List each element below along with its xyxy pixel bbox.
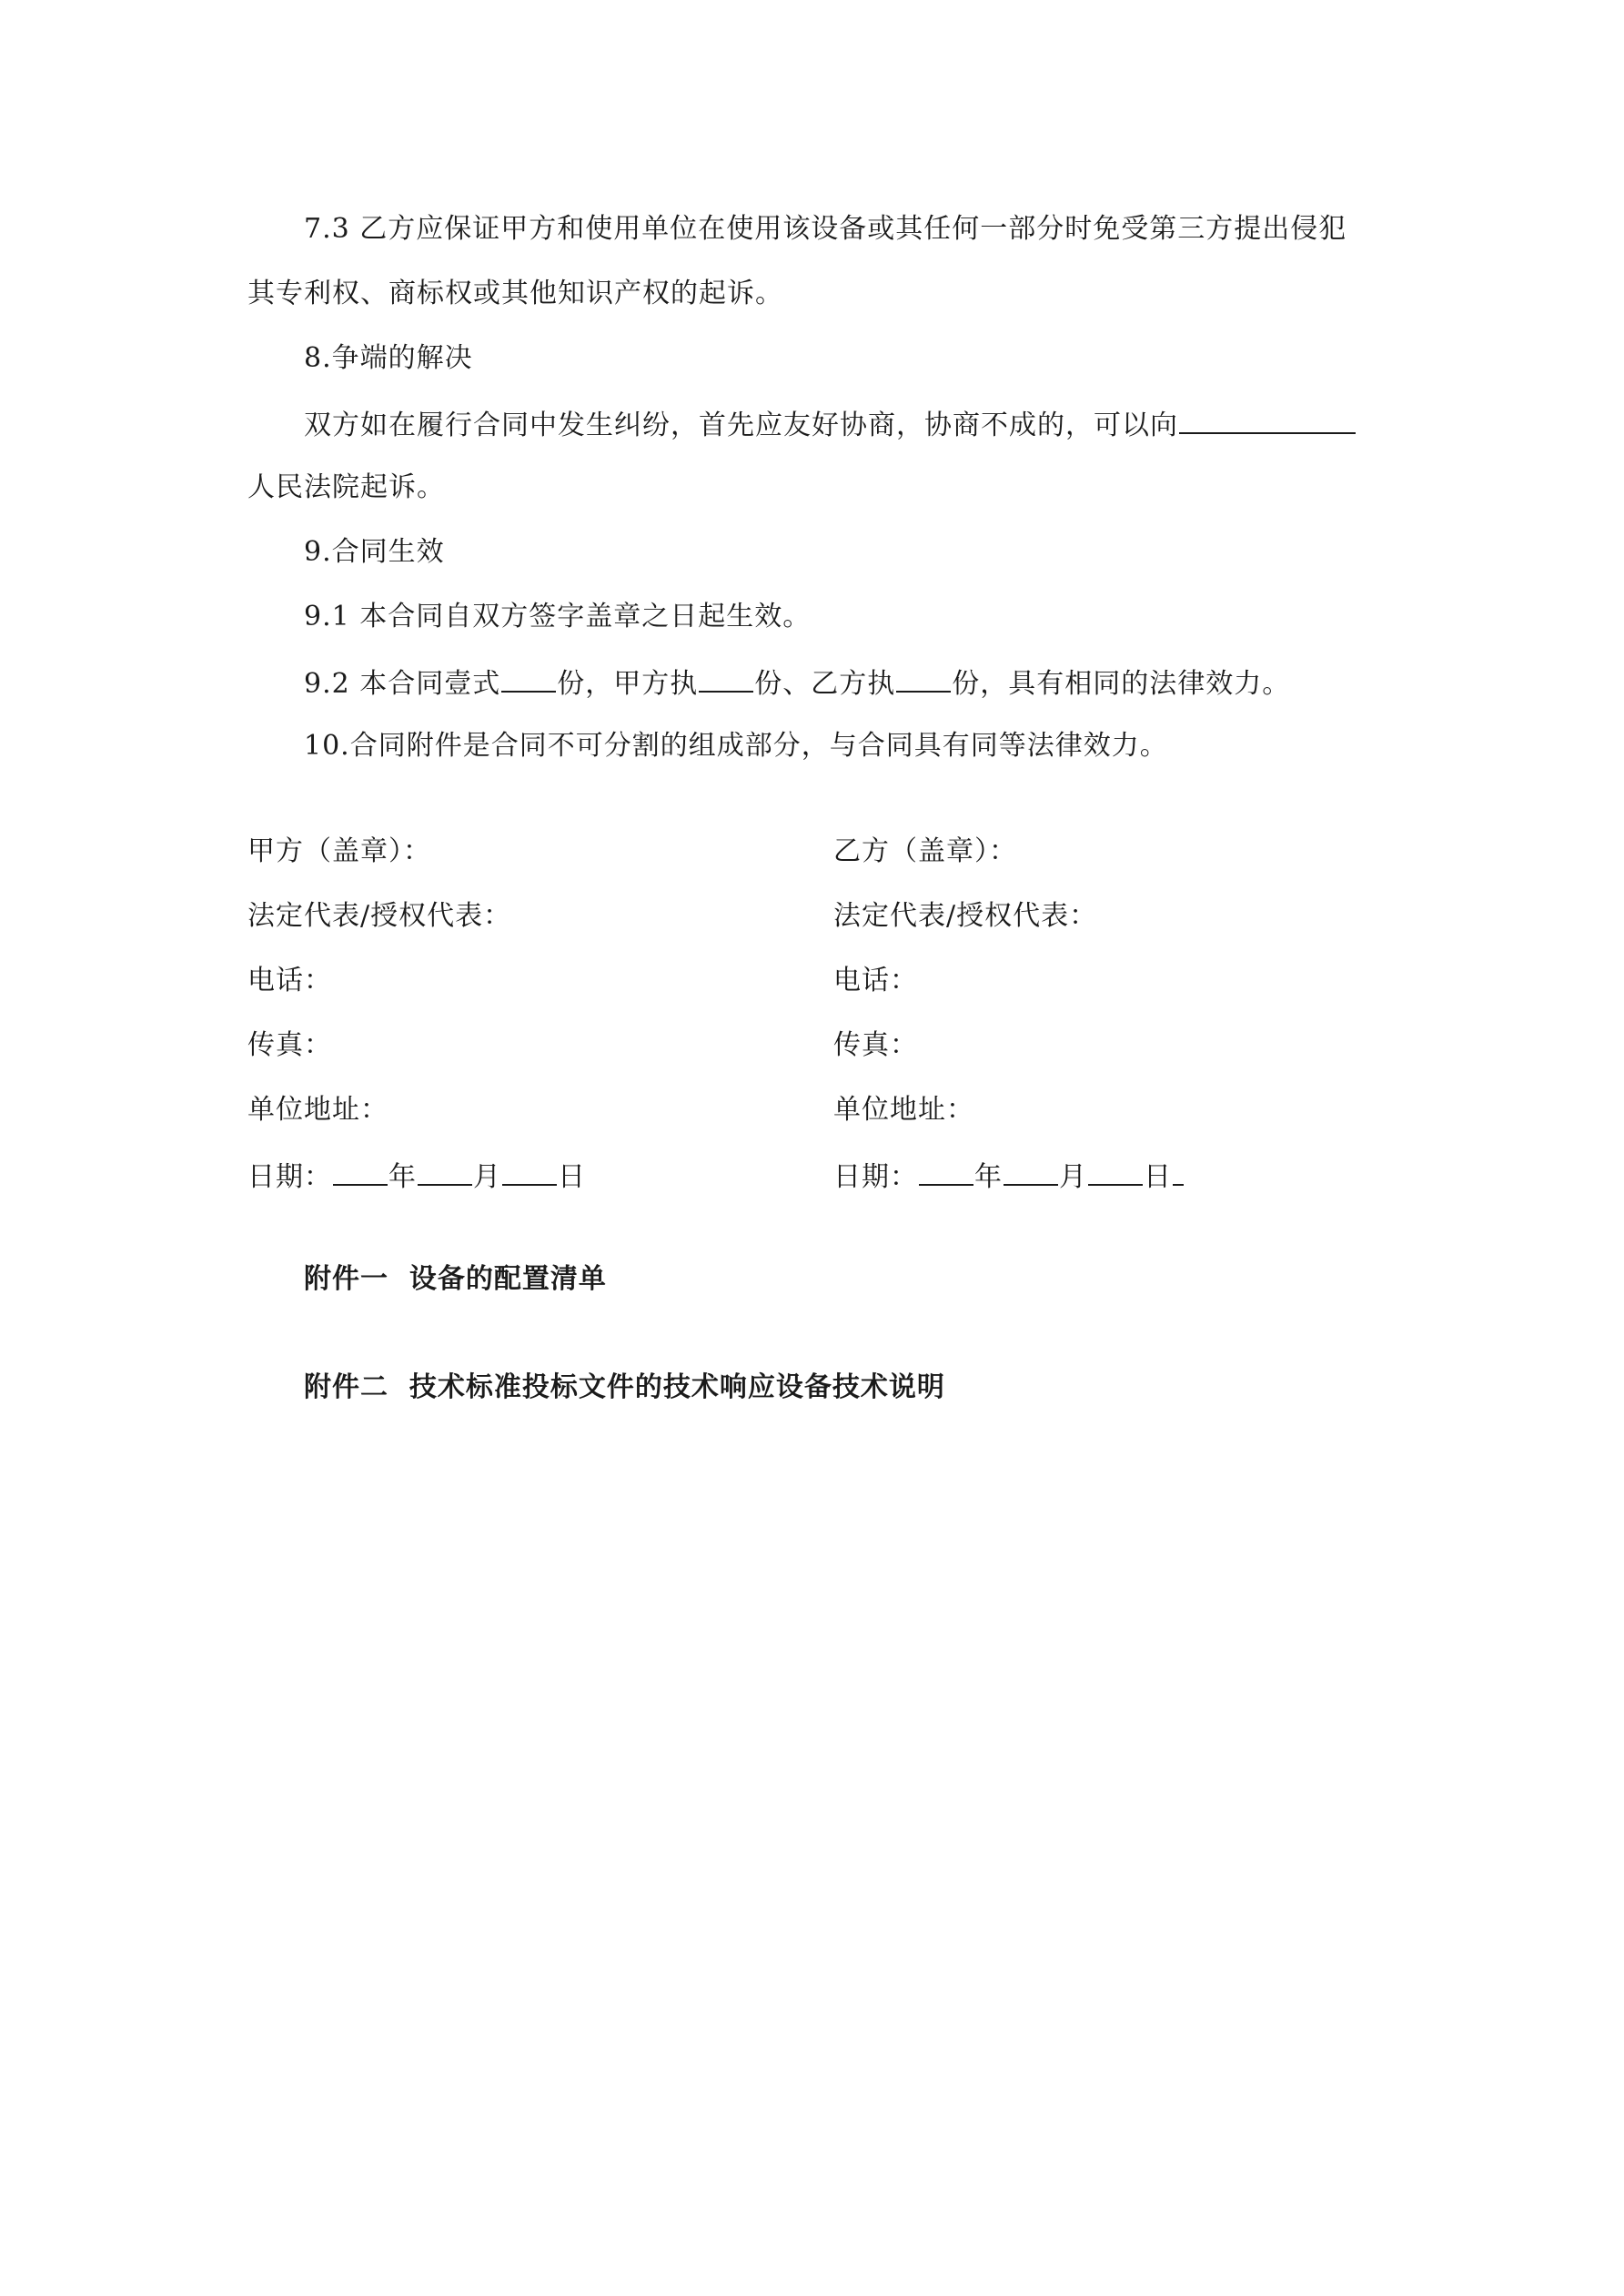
party-b-month-blank (1004, 1157, 1058, 1186)
party-a-day-blank (502, 1157, 557, 1186)
party-b-date (833, 1157, 1185, 1196)
attachment-2: 附件二 技术标准投标文件的技术响应设备技术说明 (304, 1371, 945, 1403)
clause-9-1: 9.1 本合同自双方签字盖章之日起生效。 (304, 601, 812, 632)
party-b-year: 年 (974, 1161, 1003, 1193)
party-a-month-blank (418, 1157, 472, 1186)
clause-8-title: 8.争端的解决 (304, 342, 473, 374)
clause-8-line-1 (304, 405, 1357, 444)
clause-9-2-part-d: 份，具有相同的法律效力。 (952, 668, 1291, 700)
clause-7-3-line-1: 7.3 乙方应保证甲方和使用单位在使用该设备或其任何一部分时免受第三方提出侵犯 (304, 213, 1347, 245)
party-a-month: 月 (473, 1161, 501, 1193)
clause-9-2-part-c: 份、乙方执 (754, 668, 896, 700)
attachment-1: 附件一 设备的配置清单 (304, 1263, 607, 1295)
party-a-date (247, 1157, 586, 1196)
party-a-year: 年 (388, 1161, 417, 1193)
party-b-trailing-blank (1173, 1157, 1184, 1186)
party-b-fax: 传真： (833, 1029, 918, 1061)
party-a-date-label: 日期： (247, 1161, 332, 1193)
party-a-day: 日 (558, 1161, 586, 1193)
clause-10: 10.合同附件是合同不可分割的组成部分，与合同具有同等法律效力。 (304, 730, 1168, 762)
party-b-date-label: 日期： (833, 1161, 918, 1193)
party-a-fax: 传真： (247, 1029, 332, 1061)
copies-party-a-blank (699, 663, 753, 693)
clause-8-line-2: 人民法院起诉。 (247, 471, 445, 503)
clause-9-2 (304, 663, 1290, 703)
copies-total-blank (501, 663, 556, 693)
party-a-year-blank (333, 1157, 388, 1186)
party-a-seal: 甲方（盖章）： (247, 835, 431, 867)
copies-party-b-blank (896, 663, 951, 693)
clause-9-title: 9.合同生效 (304, 536, 445, 568)
party-b-day-blank (1088, 1157, 1143, 1186)
party-a-address: 单位地址： (247, 1094, 388, 1126)
party-b-year-blank (919, 1157, 973, 1186)
party-b-day: 日 (1144, 1161, 1172, 1193)
clause-9-2-part-a: 9.2 本合同壹式 (304, 668, 501, 700)
court-blank (1179, 405, 1356, 434)
party-b-month: 月 (1059, 1161, 1087, 1193)
party-b-rep: 法定代表/授权代表： (833, 900, 1098, 932)
clause-7-3-line-2: 其专利权、商标权或其他知识产权的起诉。 (247, 278, 783, 309)
party-a-phone: 电话： (247, 965, 332, 996)
clause-9-2-part-b: 份，甲方执 (557, 668, 699, 700)
party-b-address: 单位地址： (833, 1094, 974, 1126)
clause-8-text: 双方如在履行合同中发生纠纷，首先应友好协商，协商不成的，可以向 (304, 410, 1178, 441)
party-a-rep: 法定代表/授权代表： (247, 900, 512, 932)
party-b-seal: 乙方（盖章）： (833, 835, 1017, 867)
party-b-phone: 电话： (833, 965, 918, 996)
